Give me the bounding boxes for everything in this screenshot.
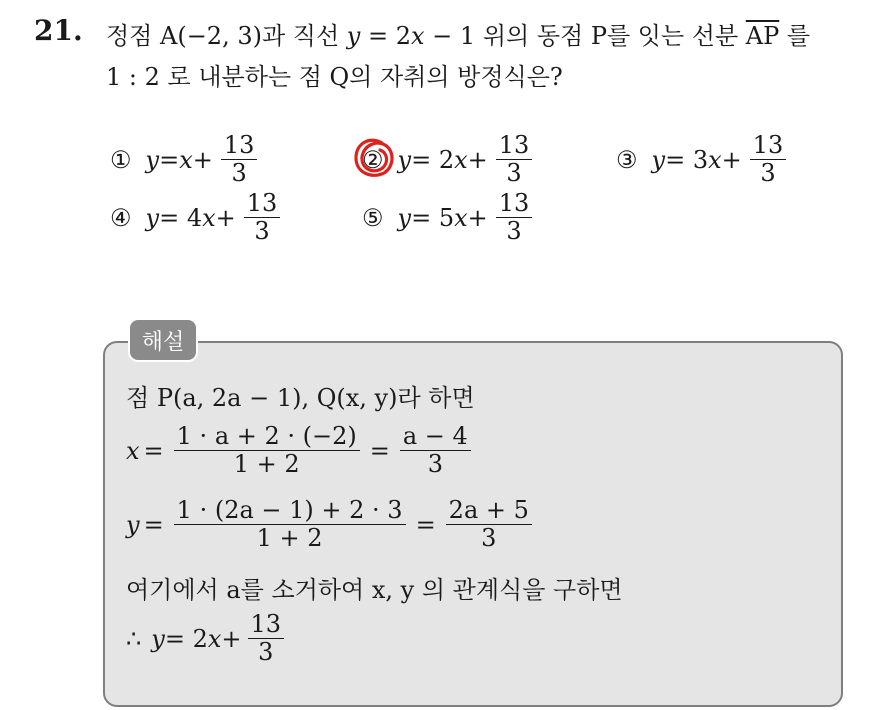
solution-equation-y: y = $\frac{1 \cdot (2a - 1) + 2 \cdot 3}{1 + 2}$ = $\frac{2a + 5}{3}$ <box>126 498 538 551</box>
solution-final-answer: ∴ y = 2 x + $\frac{13}{3}$ <box>126 612 290 665</box>
eq-x-fraction-2: $\frac{a - 4}{3}$ <box>400 424 471 477</box>
solution-equation-x: x = $\frac{1 \cdot a + 2 \cdot (-2)}{1 + 2}$ = $\frac{a - 4}{3}$ <box>126 424 477 477</box>
solution-line-1: 점 P(a, 2a − 1), Q(x, y)라 하면 <box>126 384 475 412</box>
choice-5-fraction: $\frac{13}{3}$ <box>496 191 533 244</box>
choice-2-number: ② <box>362 145 384 174</box>
answer-circle-mark <box>352 137 398 181</box>
choice-1-fraction: $\frac{13}{3}$ <box>221 133 258 186</box>
choice-4[interactable]: ④ y = 4 x + $\frac{13}{3}$ <box>110 191 280 244</box>
question-text-a: 정점 A(−2, 3)과 직선 <box>106 22 340 50</box>
choice-2-fraction: $\frac{13}{3}$ <box>496 133 533 186</box>
choice-4-fraction: $\frac{13}{3}$ <box>244 191 281 244</box>
choice-5[interactable]: ⑤ y = 5 x + $\frac{13}{3}$ <box>362 191 532 244</box>
final-fraction: $\frac{13}{3}$ <box>248 612 285 665</box>
choice-3[interactable]: ③ y = 3 x + $\frac{13}{3}$ <box>616 133 786 186</box>
question-text-b: 위의 동점 P를 잇는 선분 <box>482 22 739 50</box>
choice-4-number: ④ <box>110 203 132 232</box>
line-equation: y = 2x − 1 <box>346 22 476 50</box>
eq-y-fraction-1: $\frac{1 \cdot (2a - 1) + 2 \cdot 3}{1 + 2}$ <box>174 498 406 551</box>
choice-1-number: ① <box>110 145 132 174</box>
question-text-c: 를 <box>786 22 811 50</box>
choice-3-fraction: $\frac{13}{3}$ <box>750 133 787 186</box>
question-line-2: 1 : 2 로 내분하는 점 Q의 자취의 방정식은? <box>106 63 563 91</box>
choice-5-number: ⑤ <box>362 203 384 232</box>
question-number: 21. <box>34 14 83 47</box>
choice-1[interactable]: ① y = x + $\frac{13}{3}$ <box>110 133 257 186</box>
segment-ap: $\overline{AP}$ <box>745 22 780 50</box>
choice-3-number: ③ <box>616 145 638 174</box>
eq-x-fraction-1: $\frac{1 \cdot a + 2 \cdot (-2)}{1 + 2}$ <box>174 424 360 477</box>
choice-2[interactable]: ② y = 2 x + $\frac{13}{3}$ <box>362 133 532 186</box>
question-line-1 <box>106 16 810 51</box>
eq-y-fraction-2: $\frac{2a + 5}{3}$ <box>446 498 532 551</box>
solution-tag: 해설 <box>128 318 198 362</box>
solution-line-4: 여기에서 a를 소거하여 x, y 의 관계식을 구하면 <box>126 576 623 604</box>
